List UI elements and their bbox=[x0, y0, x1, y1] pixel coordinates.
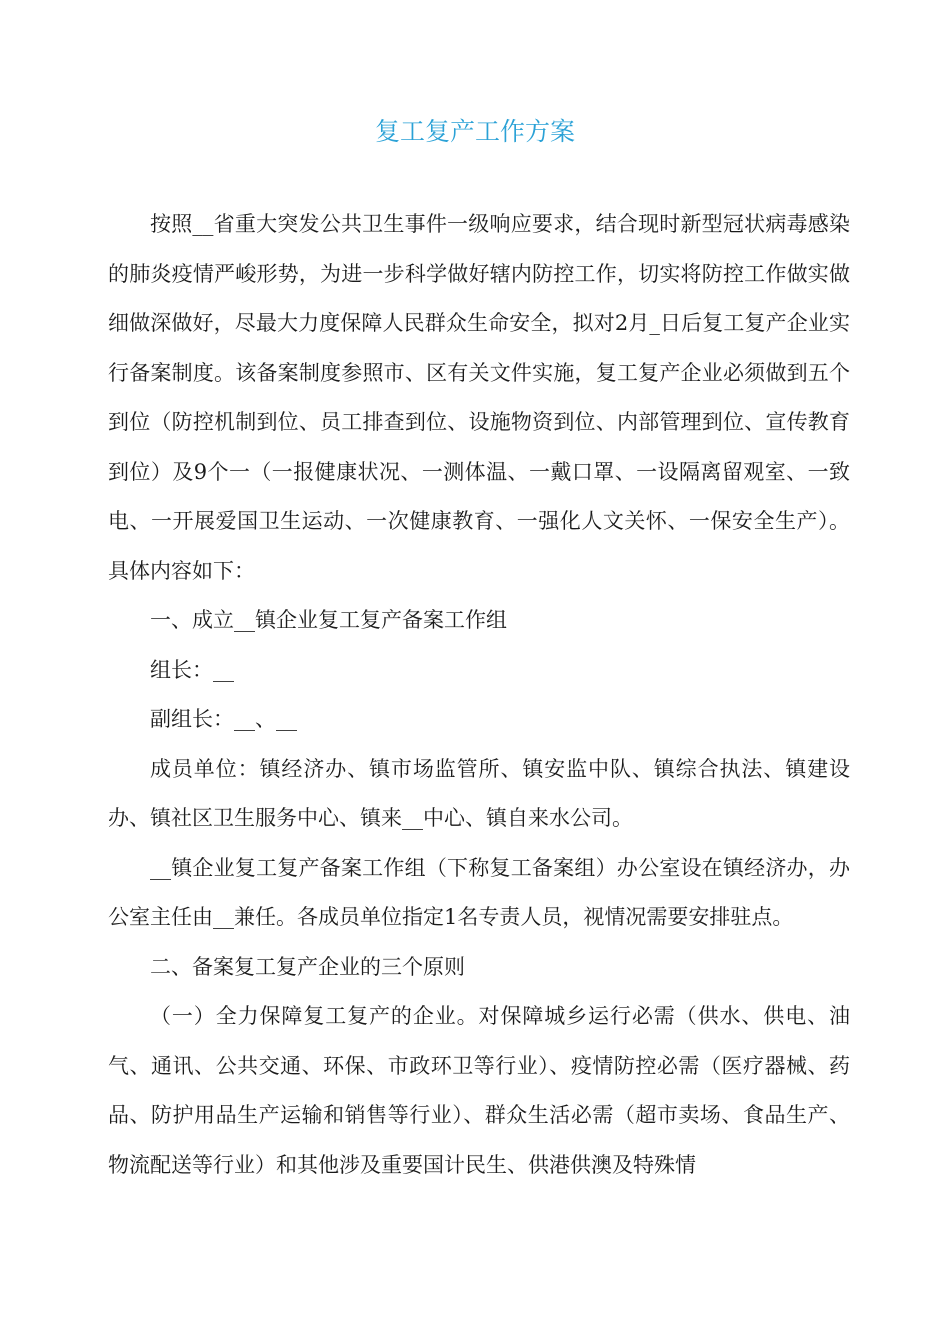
section-heading-2: 二、备案复工复产企业的三个原则 bbox=[150, 954, 465, 979]
paragraph-intro: 按照__省重大突发公共卫生事件一级响应要求，结合现时新型冠状病毒感染的肺炎疫情严峻形势，为进一步科学做好辖内防控工作，切实将防控工作做实做细做深做好，尽最大力度保障人民群众生命安全，拟对2月_日后复工复产企业实行备案制度。该备案制度参照市、区有关文件实施，复工复产企业必须做到五个到位（防控机制到位、员工排查到位、设施物资到位、内部管理到位、宣传教育到位）及9个一（一报健康状况、一测体温、一戴口罩、一设隔离留观室、一致电、一开展爱国卫生运动、一次健康教育、一强化人文关怀、一保安全生产）。具体内容如下： bbox=[108, 212, 850, 583]
paragraph-office: __镇企业复工复产备案工作组（下称复工备案组）办公室设在镇经济办，办公室主任由__兼任。各成员单位指定1名专责人员，视情况需要安排驻点。 bbox=[108, 855, 850, 929]
document-body bbox=[108, 200, 850, 1190]
paragraph-leader: 组长：__ bbox=[150, 657, 234, 682]
section-heading-1: 一、成立__镇企业复工复产备案工作组 bbox=[150, 608, 507, 632]
paragraph-deputy-leader: 副组长：__、__ bbox=[150, 707, 297, 731]
document-title: 复工复产工作方案 bbox=[374, 117, 575, 146]
paragraph-member-units: 成员单位：镇经济办、镇市场监管所、镇安监中队、镇综合执法、镇建设办、镇社区卫生服务中心、镇来__中心、镇自来水公司。 bbox=[108, 756, 850, 830]
paragraph-principle-1: （一）全力保障复工复产的企业。对保障城乡运行必需（供水、供电、油气、通讯、公共交通、环保、市政环卫等行业）、疫情防控必需（医疗器械、药品、防护用品生产运输和销售等行业）、群众生活必需（超市卖场、食品生产、物流配送等行业）和其他涉及重要国计民生、供港供澳及特殊情 bbox=[108, 1004, 850, 1177]
